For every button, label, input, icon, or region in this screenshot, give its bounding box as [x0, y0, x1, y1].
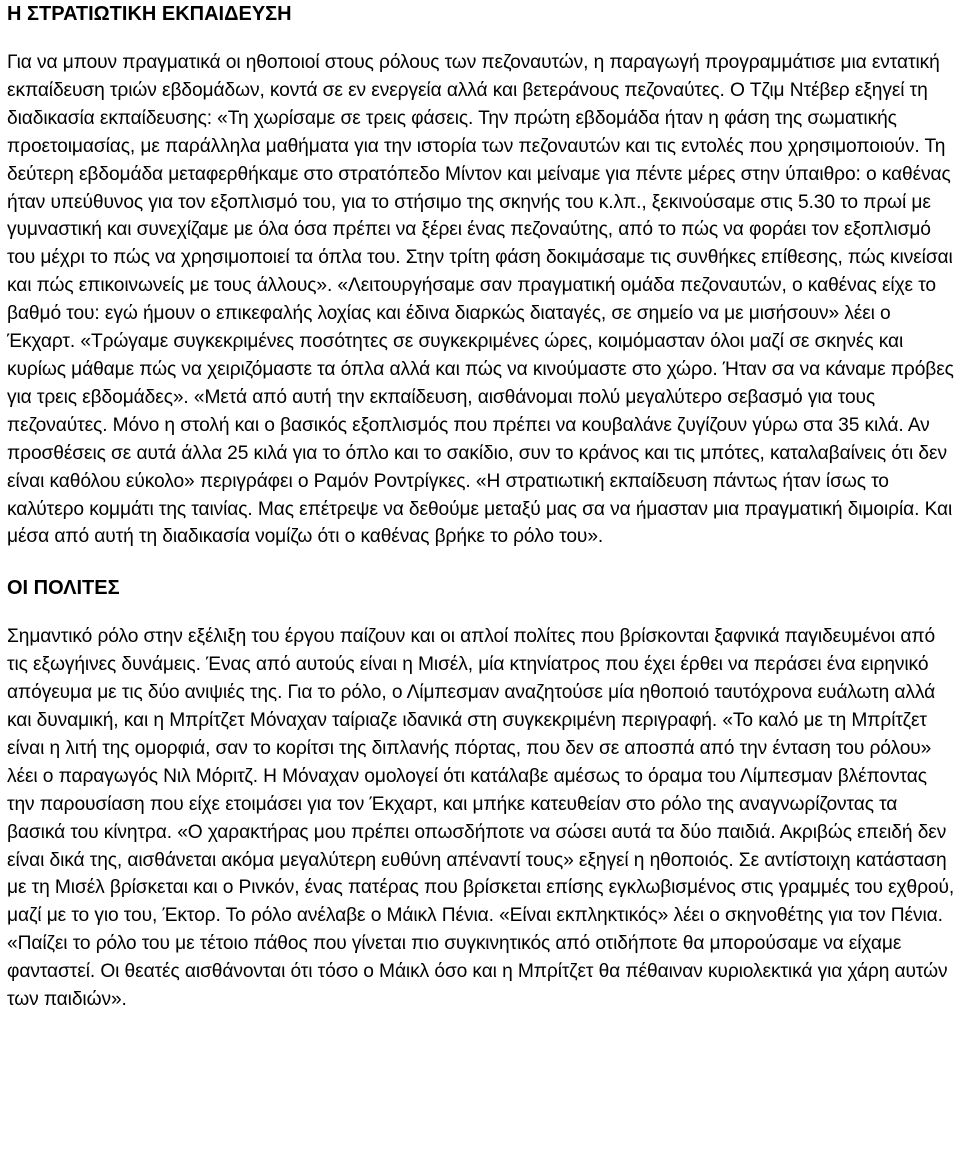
section-heading-civilians: ΟΙ ΠΟΛΙΤΕΣ — [7, 577, 120, 600]
document-page — [7, 0, 955, 1014]
section-paragraph-training: Για να μπουν πραγματικά οι ηθοποιοί στους ρόλους των πεζοναυτών, η παραγωγή προγραμμάτισε μια εντατική εκπαίδευση τριών εβδομάδων, κοντά σε εν ενεργεία αλλά και βετεράνους πεζοναύτες. Ο Τζιμ Ντέβερ εξηγεί τη διαδικασία εκπαίδευσης: «Τη χωρίσαμε σε τρεις φάσεις. Την πρώτη εβδομάδα ήταν η φάση της σωματικής προετοιμασίας, με παράλληλα μαθήματα για την ιστορία των πεζοναυτών και τις εντολές που χρησιμοποιούν. Τη δεύτερη εβδομάδα μεταφερθήκαμε στο στρατόπεδο Μίντον και μείναμε για πέντε μέρες στην ύπαιθρο: ο καθένας ήταν υπεύθυνος για τον εξοπλισμό του, για το στήσιμο της σκηνής του κ.λπ., ξεκινούσαμε στις 5.30 το πρωί με γυμναστική και συνεχίζαμε με όλα όσα πρέπει να ξέρει ένας πεζοναύτης, από το πώς να φοράει τον εξοπλισμό του μέχρι το πώς να χρησιμοποιεί τα όπλα του. Στην τρίτη φάση δοκιμάσαμε τις συνθήκες επίθεσης, πώς κινείσαι και πώς επικοινωνείς με τους άλλους». «Λειτουργήσαμε σαν πραγματική ομάδα πεζοναυτών, ο καθένας είχε το βαθμό του: εγώ ήμουν ο επικεφαλής λοχίας και έδινα διαρκώς διαταγές, σε σημείο να με μισήσουν» λέει ο Έκχαρτ. «Τρώγαμε συγκεκριμένες ποσότητες σε συγκεκριμένες ώρες, κοιμόμασταν όλοι μαζί σε σκηνές και κυρίως μάθαμε πώς να χειριζόμαστε τα όπλα αλλά και πώς να κινούμαστε στο χώρο. Ήταν σα να κάναμε πρόβες για τρεις εβδομάδες». «Μετά από αυτή την εκπαίδευση, αισθάνομαι πολύ μεγαλύτερο σεβασμό για τους πεζοναύτες. Μόνο η στολή και ο βασικός εξοπλισμός που πρέπει να κουβαλάνε ζυγίζουν γύρω στα 35 κιλά. Αν προσθέσεις σε αυτά άλλα 25 κιλά για το όπλο και το σακίδιο, συν το κράνος και τις μπότες, καταλαβαίνεις ότι δεν είναι καθόλου εύκολο» περιγράφει ο Ραμόν Ροντρίγκες. «Η στρατιωτική εκπαίδευση πάντως ήταν ίσως το καλύτερο κομμάτι της ταινίας. Μας επέτρεψε να δεθούμε μεταξύ μας σα να ήμασταν μια πραγματική διμοιρία. Και μέσα από αυτή τη διαδικασία νομίζω ότι ο καθένας βρήκε το ρόλο του». — [7, 52, 954, 548]
section-paragraph-civilians: Σημαντικό ρόλο στην εξέλιξη του έργου παίζουν και οι απλοί πολίτες που βρίσκονται ξαφνικά παγιδευμένοι από τις εξωγήινες δυνάμεις. Ένας από αυτούς είναι η Μισέλ, μία κτηνίατρος που έχει έρθει να περάσει ένα ειρηνικό απόγευμα με τις δύο ανιψιές της. Για το ρόλο, ο Λίμπεσμαν αναζητούσε μία ηθοποιό ταυτόχρονα ευάλωτη αλλά και δυναμική, και η Μπρίτζετ Μόναχαν ταίριαζε ιδανικά στη συγκεκριμένη περιγραφή. «Το καλό με τη Μπρίτζετ είναι η λιτή της ομορφιά, σαν το κορίτσι της διπλανής πόρτας, που δεν σε αποσπά από την ένταση του ρόλου» λέει ο παραγωγός Νιλ Μόριτζ. Η Μόναχαν ομολογεί ότι κατάλαβε αμέσως το όραμα του Λίμπεσμαν βλέποντας την παρουσίαση που είχε ετοιμάσει για τον Έκχαρτ, και μπήκε κατευθείαν στο ρόλο της αναγνωρίζοντας τα βασικά του κίνητρα. «Ο χαρακτήρας μου πρέπει οπωσδήποτε να σώσει αυτά τα δύο παιδιά. Ακριβώς επειδή δεν είναι δικά της, αισθάνεται ακόμα μεγαλύτερη ευθύνη απέναντί τους» εξηγεί η ηθοποιός. Σε αντίστοιχη κατάσταση με τη Μισέλ βρίσκεται και ο Ρινκόν, ένας πατέρας που βρίσκεται επίσης εγκλωβισμένος στις γραμμές του εχθρού, μαζί με το γιο του, Έκτορ. Το ρόλο ανέλαβε ο Μάικλ Πένια. «Είναι εκπληκτικός» λέει ο σκηνοθέτης για τον Πένια. «Παίζει το ρόλο του με τέτοιο πάθος που γίνεται πιο συγκινητικός από οτιδήποτε θα μπορούσαμε να είχαμε φανταστεί. Οι θεατές αισθάνονται ότι τόσο ο Μάικλ όσο και η Μπρίτζετ θα πέθαιναν κυριολεκτικά για χάρη αυτών των παιδιών». — [7, 626, 955, 1011]
section-heading-training: Η ΣΤΡΑΤΙΩΤΙΚΗ ΕΚΠΑΙΔΕΥΣΗ — [7, 3, 292, 25]
